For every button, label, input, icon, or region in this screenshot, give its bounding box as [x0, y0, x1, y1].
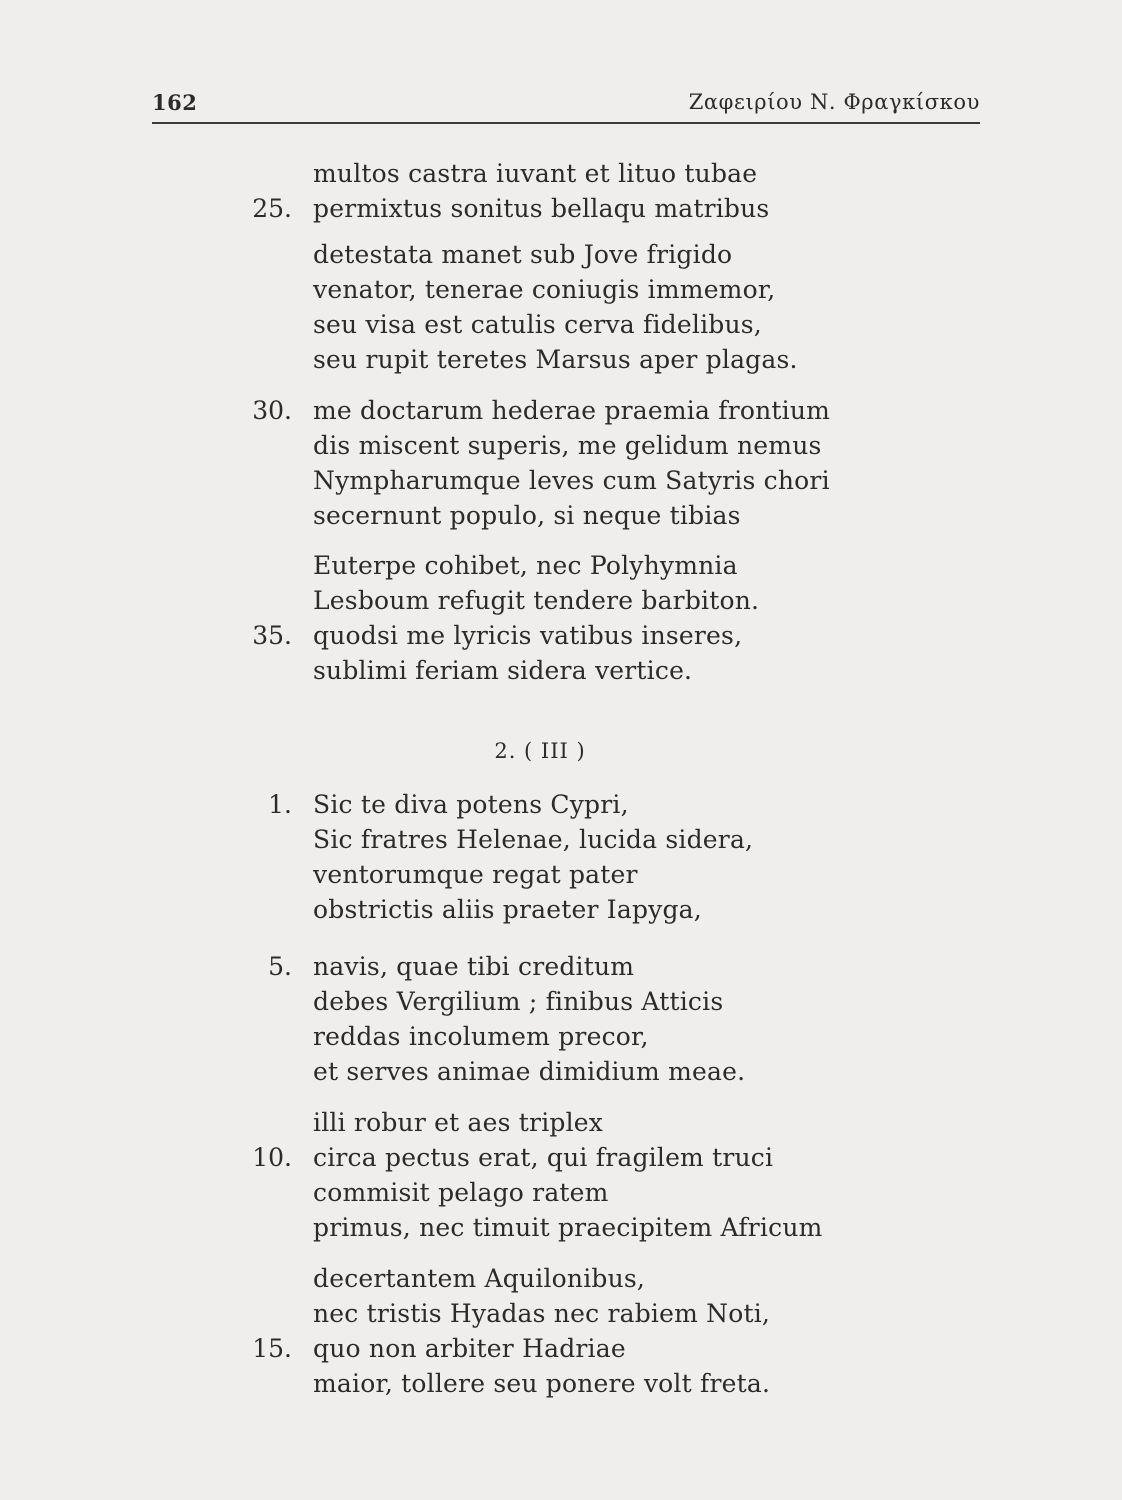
verse-line: nec tristis Hyadas nec rabiem Noti, [313, 1299, 771, 1328]
verse-line: Sic te diva potens Cypri, [313, 790, 629, 819]
verse-line: circa pectus erat, qui fragilem truci [313, 1143, 774, 1172]
verse-line: Sic fratres Helenae, lucida sidera, [313, 825, 754, 854]
line-number: 10. [252, 1143, 292, 1172]
line-number: 35. [252, 621, 292, 650]
verse-line: commisit pelago ratem [313, 1178, 609, 1207]
verse-line: permixtus sonitus bellaqu matribus [313, 194, 770, 223]
verse-line: me doctarum hederae praemia frontium [313, 396, 831, 425]
verse-line: dis miscent superis, me gelidum nemus [313, 431, 822, 460]
verse-line: quodsi me lyricis vatibus inseres, [313, 621, 743, 650]
verse-line: seu visa est catulis cerva fidelibus, [313, 310, 762, 339]
verse-line: seu rupit teretes Marsus aper plagas. [313, 345, 798, 374]
verse-line: navis, quae tibi creditum [313, 952, 635, 981]
line-number: 1. [268, 790, 292, 819]
verse-line: quo non arbiter Hadriae [313, 1334, 626, 1363]
verse-line: venator, tenerae coniugis immemor, [313, 275, 776, 304]
verse-line: debes Vergilium ; finibus Atticis [313, 987, 724, 1016]
verse-line: obstrictis aliis praeter Iapyga, [313, 895, 702, 924]
verse-line: detestata manet sub Jove frigido [313, 240, 733, 269]
page-number: 162 [152, 90, 198, 115]
verse-line: Lesboum refugit tendere barbiton. [313, 586, 760, 615]
verse-line: illi robur et aes triplex [313, 1108, 604, 1137]
verse-line: decertantem Aquilonibus, [313, 1264, 646, 1293]
line-number: 15. [252, 1334, 292, 1363]
line-number: 25. [252, 194, 292, 223]
verse-line: secernunt populo, si neque tibias [313, 501, 741, 530]
line-number: 5. [268, 952, 292, 981]
verse-line: reddas incolumem precor, [313, 1022, 649, 1051]
line-number: 30. [252, 396, 292, 425]
verse-line: Euterpe cohibet, nec Polyhymnia [313, 551, 738, 580]
verse-line: Nympharumque leves cum Satyris chori [313, 466, 830, 495]
verse-line: multos castra iuvant et lituo tubae [313, 159, 758, 188]
verse-line: sublimi feriam sidera vertice. [313, 656, 693, 685]
verse-line: et serves animae dimidium meae. [313, 1057, 746, 1086]
verse-line: ventorumque regat pater [313, 860, 638, 889]
verse-line: maior, tollere seu ponere volt freta. [313, 1369, 771, 1398]
section-heading: 2. ( III ) [494, 739, 586, 763]
running-head: Ζαφειρίου Ν. Φραγκίσκου [688, 90, 980, 114]
verse-line: primus, nec timuit praecipitem Africum [313, 1213, 823, 1242]
page-header [152, 86, 980, 124]
